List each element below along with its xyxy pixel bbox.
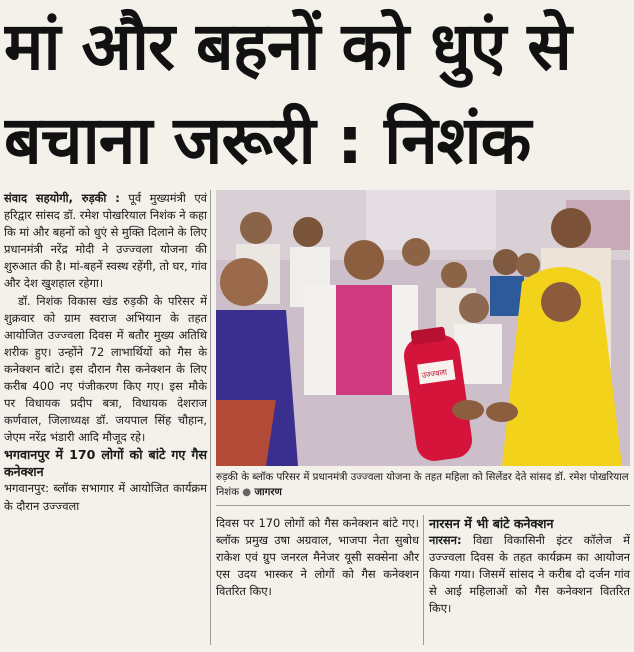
article-para-1 <box>4 190 207 293</box>
subhead-bhagwanpur: भगवानपुर में 170 लोगों को बांटे गए गैस कनेक्शन <box>4 447 207 480</box>
photo-source: जागरण <box>254 487 282 498</box>
right-column-para <box>429 532 630 617</box>
article-right-column <box>429 515 630 617</box>
right-column-text: विद्या विकासिनी इंटर कॉलेज में उज्ज्वला दिवस के तहत कार्यक्रम का आयोजन किया गया। जिसमें सांसद ने करीब दो दर्जन गांव से आई महिलाओं को गैस कनेक्शन वितरित किए। <box>429 533 630 616</box>
cylinder-label: उज्ज्वला <box>421 367 448 381</box>
mid-column-text: दिवस पर 170 लोगों को गैस कनेक्शन बांटे गए। ब्लॉक प्रमुख उषा अग्रवाल, भाजपा नेता सुबोध राकेश एवं ग्रुप जनरल मैनेजर यूसी सक्सेना और एस उदय भास्कर ने लोगों को गैस कनेक्शन वितरित किए। <box>216 516 419 599</box>
column-divider-right <box>423 515 424 645</box>
article-para-2: डॉ. निशंक विकास खंड रुड़की के परिसर में शुक्रवार को ग्राम स्वराज अभियान के तहत आयोजित उज्ज्वला दिवस में बतौर मुख्य अतिथि शरीक हुए। उन्होंने 72 लाभार्थियों को गैस के कनेक्शन बांटे। इस दौरान गैस कनेक्शन के लिए करीब 400 नए पंजीकरण किए गए। इस मौके पर विधायक प्रदीप बत्रा, विधायक देशराज कर्णवाल, जिलाध्यक्ष डॉ. जयपाल सिंह चौहान, जेएम नरेंद्र भंडारी आदि मौजूद रहे। <box>4 293 207 445</box>
headline-line-1: मां और बहनों को धुएं से <box>4 8 571 85</box>
article-mid-column <box>216 515 419 600</box>
article-para-3: भगवानपुर: ब्लॉक सभागार में आयोजित कार्यक्रम के दौरान उज्ज्वला <box>4 481 207 513</box>
right-dateline: नारसन: <box>429 533 462 547</box>
photo-caption: रुड़की के ब्लॉक परिसर में प्रधानमंत्री उज्ज्वला योजना के तहत महिला को सिलेंडर देते सांसद डॉ. रमेश पोखरियाल निशंक ● जागरण <box>216 472 629 498</box>
caption-divider <box>216 505 630 506</box>
article-para-1-text: पूर्व मुख्यमंत्री एवं हरिद्वार सांसद डॉ. रमेश पोखरियाल निशंक ने कहा कि मां और बहनों को धुएं से मुक्ति दिलाने के लिए प्रधानमंत्री नरेंद्र मोदी ने उज्ज्वला योजना की शुरुआत की है। मां-बहनें स्वस्थ रहेंगी, तो घर, गांव और देश खुशहाल रहेगा। <box>4 191 207 291</box>
column-divider <box>210 190 211 645</box>
subhead-narsan: नारसन में भी बांटे कनेक्शन <box>429 516 554 531</box>
article-left-column <box>4 190 207 515</box>
photo-caption-text: रुड़की के ब्लॉक परिसर में प्रधानमंत्री उज्ज्वला योजना के तहत महिला को सिलेंडर देते सांसद डॉ. रमेश पोखरियाल निशंक <box>216 472 629 498</box>
dateline: संवाद सहयोगी, रुड़की : <box>4 191 120 205</box>
headline-line-2: बचाना जरूरी : निशंक <box>4 102 531 179</box>
news-photo <box>216 190 630 466</box>
